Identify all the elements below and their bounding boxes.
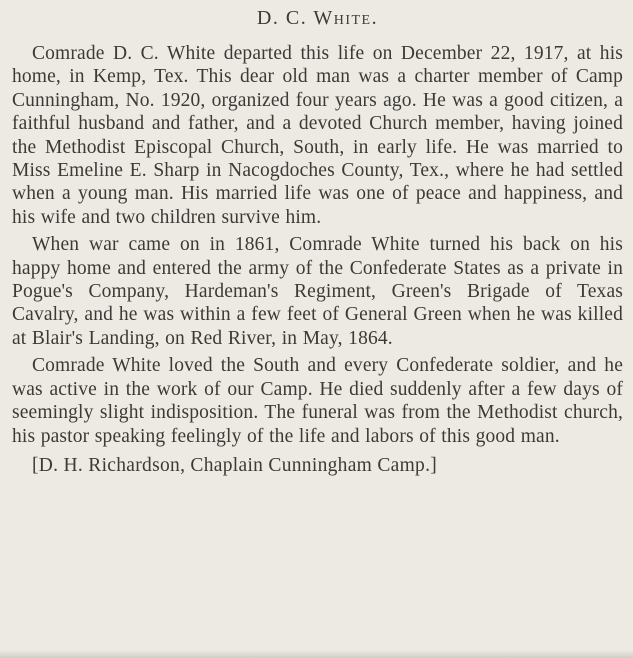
obituary-signature: [D. H. Richardson, Chaplain Cunningham Camp.]	[32, 454, 438, 476]
page-edge-shadow	[0, 650, 633, 658]
obituary-paragraph-3: Comrade White loved the South and every Confederate soldier, and he was active in the work of our Camp. He died suddenly after a few days of seemingly slight indisposition. The funeral was from the Methodist church, his pastor speaking feelingly of the life and labors of this good man.	[12, 355, 623, 447]
obituary-paragraph-1: Comrade D. C. White departed this life on December 22, 1917, at his home, in Kemp, Tex. This dear old man was a charter member of Camp Cunningham, No. 1920, organized four years ago. He was a good citizen, a faithful husband and father, and a devoted Church member, having joined the Methodist Episcopal Church, South, in early life. He was married to Miss Emeline E. Sharp in Nacogdoches County, Tex., where he had settled when a young man. His married life was one of peace and happiness, and his wife and two children survive him.	[12, 43, 623, 228]
obituary-title: D. C. White.	[256, 7, 379, 29]
obituary-paragraph-2: When war came on in 1861, Comrade White turned his back on his happy home and entered the army of the Confederate States as a private in Pogue's Company, Hardeman's Regiment, Green's Brigade of Texas Cavalry, and he was within a few feet of General Green when he was killed at Blair's Landing, on Red River, in May, 1864.	[12, 234, 623, 349]
